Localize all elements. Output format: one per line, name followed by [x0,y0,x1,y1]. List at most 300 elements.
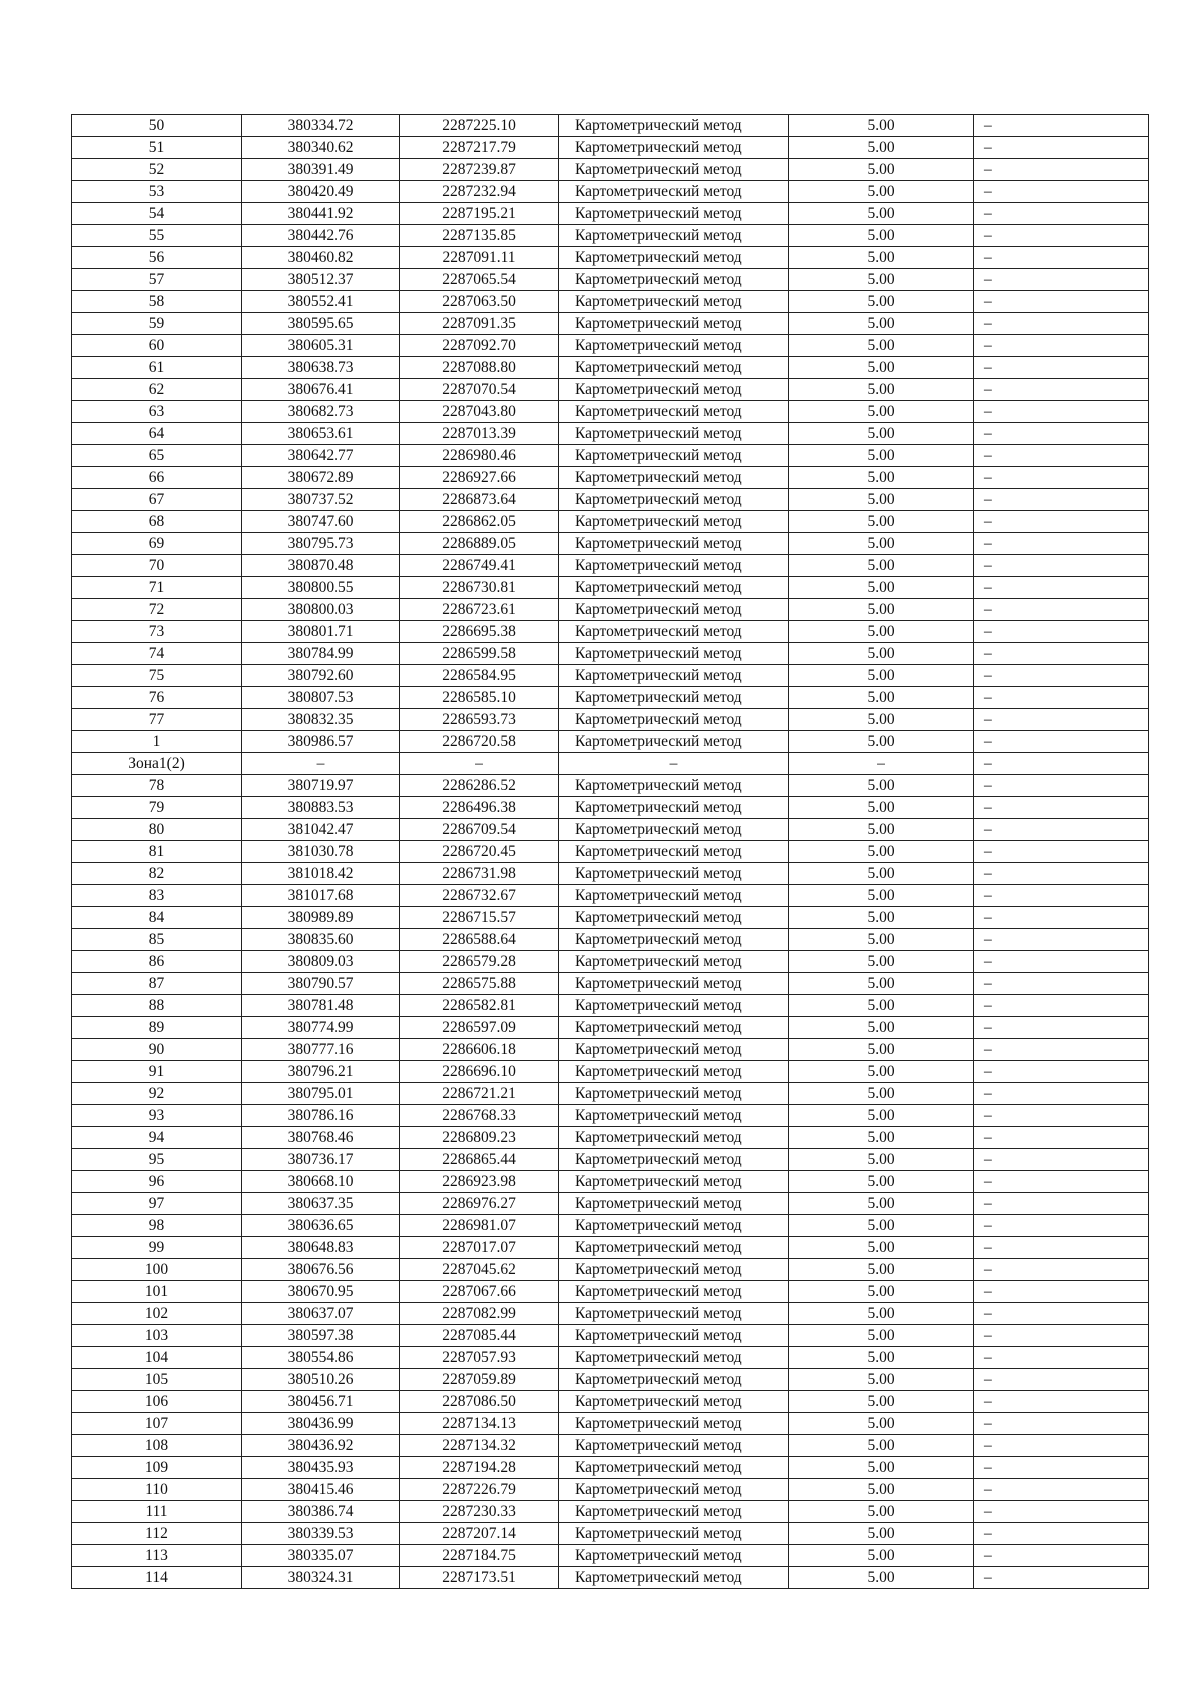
method-cell: Картометрический метод [559,1017,789,1039]
y-coordinate-cell: 2287091.11 [400,247,559,269]
x-coordinate-cell: 380597.38 [242,1325,400,1347]
precision-cell: 5.00 [789,181,974,203]
point-number-cell: 85 [72,929,242,951]
description-cell: – [974,1061,1149,1083]
table-row [72,203,1149,225]
point-number-cell: 89 [72,1017,242,1039]
precision-cell: 5.00 [789,1457,974,1479]
table-row [72,1435,1149,1457]
table-row [72,401,1149,423]
x-coordinate-cell: 380784.99 [242,643,400,665]
point-number-cell: 99 [72,1237,242,1259]
description-cell: – [974,335,1149,357]
description-cell: – [974,1325,1149,1347]
method-cell: Картометрический метод [559,1391,789,1413]
description-cell: – [974,467,1149,489]
description-cell: – [974,709,1149,731]
precision-cell: 5.00 [789,1149,974,1171]
description-cell: – [974,1105,1149,1127]
precision-cell: 5.00 [789,599,974,621]
y-coordinate-cell: 2286286.52 [400,775,559,797]
x-coordinate-cell: 380672.89 [242,467,400,489]
precision-cell: 5.00 [789,225,974,247]
table-row [72,599,1149,621]
method-cell: Картометрический метод [559,1567,789,1589]
precision-cell: 5.00 [789,1325,974,1347]
method-cell: Картометрический метод [559,291,789,313]
method-cell: Картометрический метод [559,819,789,841]
method-cell: Картометрический метод [559,489,789,511]
description-cell: – [974,731,1149,753]
precision-cell: 5.00 [789,1061,974,1083]
precision-cell: 5.00 [789,137,974,159]
table-row [72,621,1149,643]
description-cell: – [974,797,1149,819]
x-coordinate-cell: 380595.65 [242,313,400,335]
x-coordinate-cell: 380737.52 [242,489,400,511]
precision-cell: 5.00 [789,1281,974,1303]
y-coordinate-cell: 2287082.99 [400,1303,559,1325]
method-cell: Картометрический метод [559,203,789,225]
x-coordinate-cell: 380668.10 [242,1171,400,1193]
y-coordinate-cell: 2287232.94 [400,181,559,203]
y-coordinate-cell: 2287059.89 [400,1369,559,1391]
point-number-cell: 69 [72,533,242,555]
method-cell: Картометрический метод [559,1039,789,1061]
table-row [72,467,1149,489]
description-cell: – [974,1127,1149,1149]
x-coordinate-cell: 380436.99 [242,1413,400,1435]
x-coordinate-cell: 380790.57 [242,973,400,995]
table-row [72,1061,1149,1083]
y-coordinate-cell: 2286976.27 [400,1193,559,1215]
precision-cell: 5.00 [789,775,974,797]
x-coordinate-cell: 381042.47 [242,819,400,841]
method-cell: Картометрический метод [559,1083,789,1105]
precision-cell: 5.00 [789,929,974,951]
x-coordinate-cell: 380682.73 [242,401,400,423]
point-number-cell: 88 [72,995,242,1017]
point-number-cell: 73 [72,621,242,643]
y-coordinate-cell: 2286582.81 [400,995,559,1017]
x-coordinate-cell: 380637.35 [242,1193,400,1215]
point-number-cell: 108 [72,1435,242,1457]
y-coordinate-cell: 2286865.44 [400,1149,559,1171]
method-cell: Картометрический метод [559,533,789,555]
x-coordinate-cell: 380391.49 [242,159,400,181]
table-row [72,709,1149,731]
description-cell: – [974,1149,1149,1171]
table-row [72,445,1149,467]
precision-cell: 5.00 [789,1523,974,1545]
point-number-cell: 70 [72,555,242,577]
table-row [72,555,1149,577]
method-cell: Картометрический метод [559,181,789,203]
method-cell: Картометрический метод [559,709,789,731]
description-cell: – [974,577,1149,599]
table-row [72,1325,1149,1347]
description-cell: – [974,929,1149,951]
description-cell: – [974,137,1149,159]
table-row [72,863,1149,885]
table-row [72,995,1149,1017]
precision-cell: 5.00 [789,159,974,181]
description-cell: – [974,225,1149,247]
method-cell: Картометрический метод [559,951,789,973]
point-number-cell: 77 [72,709,242,731]
precision-cell: 5.00 [789,357,974,379]
precision-cell: 5.00 [789,533,974,555]
method-cell: Картометрический метод [559,1457,789,1479]
precision-cell: 5.00 [789,709,974,731]
point-number-cell: 114 [72,1567,242,1589]
y-coordinate-cell: 2287135.85 [400,225,559,247]
precision-cell: 5.00 [789,1105,974,1127]
x-coordinate-cell: 380835.60 [242,929,400,951]
precision-cell: 5.00 [789,1193,974,1215]
method-cell: Картометрический метод [559,225,789,247]
table-row [72,225,1149,247]
y-coordinate-cell: 2286599.58 [400,643,559,665]
description-cell: – [974,885,1149,907]
method-cell: Картометрический метод [559,1545,789,1567]
description-cell: – [974,269,1149,291]
x-coordinate-cell: 380747.60 [242,511,400,533]
precision-cell: 5.00 [789,907,974,929]
point-number-cell: 80 [72,819,242,841]
point-number-cell: 58 [72,291,242,313]
x-coordinate-cell: 380335.07 [242,1545,400,1567]
point-number-cell: 103 [72,1325,242,1347]
precision-cell: – [789,753,974,775]
method-cell: Картометрический метод [559,665,789,687]
table-row [72,885,1149,907]
description-cell: – [974,533,1149,555]
method-cell: Картометрический метод [559,511,789,533]
point-number-cell: 75 [72,665,242,687]
method-cell: Картометрический метод [559,335,789,357]
x-coordinate-cell: 380883.53 [242,797,400,819]
point-number-cell: 66 [72,467,242,489]
table-row [72,1479,1149,1501]
x-coordinate-cell: 380781.48 [242,995,400,1017]
description-cell: – [974,841,1149,863]
description-cell: – [974,1413,1149,1435]
method-cell: Картометрический метод [559,555,789,577]
table-row [72,1281,1149,1303]
description-cell: – [974,1435,1149,1457]
y-coordinate-cell: 2287065.54 [400,269,559,291]
description-cell: – [974,1457,1149,1479]
x-coordinate-cell: 380435.93 [242,1457,400,1479]
table-row [72,819,1149,841]
table-row [72,181,1149,203]
method-cell: Картометрический метод [559,115,789,137]
point-number-cell: 96 [72,1171,242,1193]
x-coordinate-cell: 380800.55 [242,577,400,599]
x-coordinate-cell: 380554.86 [242,1347,400,1369]
y-coordinate-cell: 2287225.10 [400,115,559,137]
table-row [72,1369,1149,1391]
table-row [72,1303,1149,1325]
point-number-cell: 92 [72,1083,242,1105]
x-coordinate-cell: 380719.97 [242,775,400,797]
precision-cell: 5.00 [789,423,974,445]
method-cell: Картометрический метод [559,1281,789,1303]
x-coordinate-cell: 380774.99 [242,1017,400,1039]
y-coordinate-cell: 2286723.61 [400,599,559,621]
table-row [72,1083,1149,1105]
description-cell: – [974,621,1149,643]
x-coordinate-cell: 380795.01 [242,1083,400,1105]
table-row [72,1545,1149,1567]
x-coordinate-cell: 381030.78 [242,841,400,863]
x-coordinate-cell: 380420.49 [242,181,400,203]
method-cell: Картометрический метод [559,775,789,797]
table-row [72,247,1149,269]
table-row [72,379,1149,401]
point-number-cell: 105 [72,1369,242,1391]
table-row [72,907,1149,929]
precision-cell: 5.00 [789,1347,974,1369]
x-coordinate-cell: 380807.53 [242,687,400,709]
point-number-cell: 102 [72,1303,242,1325]
method-cell: Картометрический метод [559,863,789,885]
table-row [72,533,1149,555]
y-coordinate-cell: 2286575.88 [400,973,559,995]
precision-cell: 5.00 [789,1127,974,1149]
y-coordinate-cell: 2287207.14 [400,1523,559,1545]
table-row [72,1215,1149,1237]
table-row [72,423,1149,445]
precision-cell: 5.00 [789,1545,974,1567]
y-coordinate-cell: 2286715.57 [400,907,559,929]
y-coordinate-cell: 2287017.07 [400,1237,559,1259]
description-cell: – [974,1347,1149,1369]
precision-cell: 5.00 [789,1215,974,1237]
y-coordinate-cell: 2286720.58 [400,731,559,753]
table-row [72,665,1149,687]
x-coordinate-cell: 381017.68 [242,885,400,907]
description-cell: – [974,1545,1149,1567]
table-row [72,731,1149,753]
point-number-cell: 113 [72,1545,242,1567]
description-cell: – [974,445,1149,467]
y-coordinate-cell: 2287239.87 [400,159,559,181]
table-row [72,929,1149,951]
table-row [72,159,1149,181]
point-number-cell: 112 [72,1523,242,1545]
precision-cell: 5.00 [789,115,974,137]
y-coordinate-cell: 2287070.54 [400,379,559,401]
method-cell: Картометрический метод [559,841,789,863]
y-coordinate-cell: 2287173.51 [400,1567,559,1589]
precision-cell: 5.00 [789,291,974,313]
point-number-cell: 100 [72,1259,242,1281]
y-coordinate-cell: 2286927.66 [400,467,559,489]
table-row [72,797,1149,819]
y-coordinate-cell: 2286730.81 [400,577,559,599]
x-coordinate-cell: 380386.74 [242,1501,400,1523]
table-row [72,577,1149,599]
method-cell: Картометрический метод [559,643,789,665]
precision-cell: 5.00 [789,1083,974,1105]
precision-cell: 5.00 [789,1259,974,1281]
y-coordinate-cell: 2287086.50 [400,1391,559,1413]
y-coordinate-cell: 2286809.23 [400,1127,559,1149]
description-cell: – [974,1215,1149,1237]
description-cell: – [974,951,1149,973]
table-row [72,1149,1149,1171]
point-number-cell: 79 [72,797,242,819]
precision-cell: 5.00 [789,1017,974,1039]
x-coordinate-cell: 380792.60 [242,665,400,687]
precision-cell: 5.00 [789,379,974,401]
precision-cell: 5.00 [789,203,974,225]
point-number-cell: 62 [72,379,242,401]
point-number-cell: 60 [72,335,242,357]
table-row [72,511,1149,533]
point-number-cell: 54 [72,203,242,225]
method-cell: Картометрический метод [559,357,789,379]
point-number-cell: 71 [72,577,242,599]
method-cell: Картометрический метод [559,1413,789,1435]
coordinates-table [71,114,1149,1589]
method-cell: Картометрический метод [559,137,789,159]
description-cell: – [974,995,1149,1017]
description-cell: – [974,819,1149,841]
point-number-cell: 53 [72,181,242,203]
point-number-cell: 83 [72,885,242,907]
method-cell: Картометрический метод [559,1171,789,1193]
method-cell: Картометрический метод [559,1369,789,1391]
y-coordinate-cell: 2286696.10 [400,1061,559,1083]
table-row [72,1105,1149,1127]
table-row [72,951,1149,973]
description-cell: – [974,599,1149,621]
point-number-cell: 95 [72,1149,242,1171]
method-cell: Картометрический метод [559,907,789,929]
x-coordinate-cell: 380636.65 [242,1215,400,1237]
description-cell: – [974,1083,1149,1105]
description-cell: – [974,115,1149,137]
x-coordinate-cell: 380653.61 [242,423,400,445]
x-coordinate-cell: 380637.07 [242,1303,400,1325]
description-cell: – [974,291,1149,313]
point-number-cell: 111 [72,1501,242,1523]
description-cell: – [974,313,1149,335]
x-coordinate-cell: 380676.56 [242,1259,400,1281]
method-cell: Картометрический метод [559,269,789,291]
method-cell: Картометрический метод [559,1215,789,1237]
description-cell: – [974,401,1149,423]
method-cell: Картометрический метод [559,1347,789,1369]
table-row [72,687,1149,709]
y-coordinate-cell: 2286695.38 [400,621,559,643]
precision-cell: 5.00 [789,1237,974,1259]
point-number-cell: 107 [72,1413,242,1435]
table-row [72,841,1149,863]
precision-cell: 5.00 [789,489,974,511]
table-row [72,1391,1149,1413]
table-row [72,1171,1149,1193]
y-coordinate-cell: 2286732.67 [400,885,559,907]
x-coordinate-cell: 380415.46 [242,1479,400,1501]
description-cell: – [974,423,1149,445]
precision-cell: 5.00 [789,841,974,863]
x-coordinate-cell: 380870.48 [242,555,400,577]
description-cell: – [974,1237,1149,1259]
description-cell: – [974,687,1149,709]
point-number-cell: 94 [72,1127,242,1149]
method-cell: Картометрический метод [559,577,789,599]
x-coordinate-cell: 380986.57 [242,731,400,753]
method-cell: Картометрический метод [559,1149,789,1171]
zone-header-row [72,753,1149,775]
point-number-cell: 98 [72,1215,242,1237]
y-coordinate-cell: 2286873.64 [400,489,559,511]
table-row [72,1457,1149,1479]
y-coordinate-cell: 2286731.98 [400,863,559,885]
point-number-cell: 56 [72,247,242,269]
description-cell: – [974,907,1149,929]
y-coordinate-cell: 2287063.50 [400,291,559,313]
precision-cell: 5.00 [789,335,974,357]
x-coordinate-cell: 380670.95 [242,1281,400,1303]
x-coordinate-cell: 380777.16 [242,1039,400,1061]
description-cell: – [974,1171,1149,1193]
y-coordinate-cell: 2286721.21 [400,1083,559,1105]
x-coordinate-cell: 380809.03 [242,951,400,973]
point-number-cell: 59 [72,313,242,335]
method-cell: Картометрический метод [559,1259,789,1281]
x-coordinate-cell: 381018.42 [242,863,400,885]
x-coordinate-cell: 380642.77 [242,445,400,467]
x-coordinate-cell: 380339.53 [242,1523,400,1545]
point-number-cell: Зона1(2) [72,753,242,775]
precision-cell: 5.00 [789,1391,974,1413]
y-coordinate-cell: 2287134.13 [400,1413,559,1435]
table-row [72,1413,1149,1435]
x-coordinate-cell: 380832.35 [242,709,400,731]
y-coordinate-cell: 2286768.33 [400,1105,559,1127]
y-coordinate-cell: 2286597.09 [400,1017,559,1039]
x-coordinate-cell: 380456.71 [242,1391,400,1413]
x-coordinate-cell: 380441.92 [242,203,400,225]
y-coordinate-cell: 2286889.05 [400,533,559,555]
point-number-cell: 91 [72,1061,242,1083]
description-cell: – [974,1501,1149,1523]
precision-cell: 5.00 [789,269,974,291]
description-cell: – [974,489,1149,511]
method-cell: Картометрический метод [559,423,789,445]
point-number-cell: 76 [72,687,242,709]
precision-cell: 5.00 [789,1369,974,1391]
method-cell: Картометрический метод [559,1325,789,1347]
method-cell: Картометрический метод [559,467,789,489]
x-coordinate-cell: 380324.31 [242,1567,400,1589]
y-coordinate-cell: 2286585.10 [400,687,559,709]
precision-cell: 5.00 [789,1171,974,1193]
y-coordinate-cell: 2287134.32 [400,1435,559,1457]
method-cell: Картометрический метод [559,885,789,907]
point-number-cell: 1 [72,731,242,753]
y-coordinate-cell: 2286709.54 [400,819,559,841]
description-cell: – [974,1391,1149,1413]
method-cell: Картометрический метод [559,313,789,335]
precision-cell: 5.00 [789,885,974,907]
y-coordinate-cell: 2287184.75 [400,1545,559,1567]
